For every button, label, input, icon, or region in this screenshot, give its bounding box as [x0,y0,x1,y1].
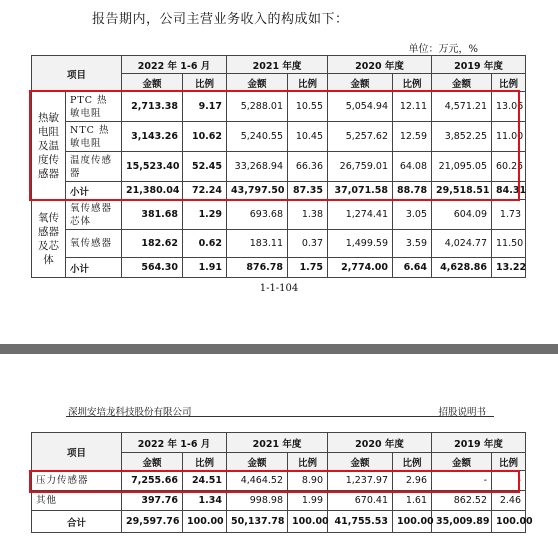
value-cell: 5,240.55 [227,122,288,152]
header-period: 2022 年 1-6 月 [122,433,227,453]
value-cell: 4,571.21 [432,92,492,122]
value-cell: 24.51 [183,471,227,491]
value-cell: 13.06 [492,92,526,122]
value-cell: 64.08 [393,152,432,182]
header-period: 2021 年度 [227,433,328,453]
header-ratio: 比例 [183,453,227,471]
company-name: 深圳安培龙科技股份有限公司 [68,407,192,418]
value-cell: 7,255.66 [122,471,183,491]
item-name: PTC 热敏电阻 [66,92,122,122]
value-cell: 5,288.01 [227,92,288,122]
value-cell: 183.11 [227,230,288,258]
value-cell: 100.00 [183,511,227,533]
header-ratio: 比例 [183,74,227,92]
unit-label: 单位：万元，% [408,44,478,55]
subtotal-row [32,258,526,278]
value-cell: 3.05 [393,200,432,230]
table-row [32,491,526,511]
header-period: 2020 年度 [328,433,432,453]
value-cell: 9.17 [183,92,227,122]
value-cell: 604.09 [432,200,492,230]
value-cell: 29,518.51 [432,182,492,200]
value-cell: 26,759.01 [328,152,393,182]
value-cell: 1,274.41 [328,200,393,230]
header-item: 项目 [32,56,122,92]
subtotal-label: 小计 [66,258,122,278]
value-cell: 1,499.59 [328,230,393,258]
value-cell: 182.62 [122,230,183,258]
value-cell: 60.25 [492,152,526,182]
highlight-box-thermistor [29,90,520,201]
page-separator [0,344,558,354]
header-period: 2019 年度 [432,56,526,74]
item-name: 氧传感器芯体 [66,200,122,230]
value-cell: 84.31 [492,182,526,200]
value-cell: 11.00 [492,122,526,152]
page-number: 1-1-104 [259,283,299,294]
value-cell: 381.68 [122,200,183,230]
header-amount: 金额 [432,74,492,92]
value-cell: 11.50 [492,230,526,258]
value-cell: - [492,471,526,491]
document-page-2 [0,354,558,543]
item-name: NTC 热敏电阻 [66,122,122,152]
value-cell: 10.62 [183,122,227,152]
value-cell: 1.91 [183,258,227,278]
value-cell: 12.59 [393,122,432,152]
header-amount: 金额 [227,74,288,92]
value-cell: 2,774.00 [328,258,393,278]
value-cell: 876.78 [227,258,288,278]
value-cell: 2.96 [393,471,432,491]
value-cell: 8.90 [288,471,328,491]
value-cell: - [432,471,492,491]
value-cell: 33,268.94 [227,152,288,182]
value-cell: 1.38 [288,200,328,230]
value-cell: 52.45 [183,152,227,182]
value-cell: 2,713.38 [122,92,183,122]
value-cell: 100.00 [393,511,432,533]
value-cell: 670.41 [328,491,393,511]
item-name: 压力传感器 [32,471,122,491]
item-name: 氧传感器 [66,230,122,258]
header-period: 2022 年 1-6 月 [122,56,227,74]
header-ratio: 比例 [492,74,526,92]
value-cell: 35,009.89 [432,511,492,533]
header-rule [66,416,494,417]
value-cell: 4,628.86 [432,258,492,278]
item-name: 温度传感器 [66,152,122,182]
value-cell: 1.29 [183,200,227,230]
category-cell: 热敏电阻及温度传感器 [32,92,66,200]
item-name: 其他 [32,491,122,511]
value-cell: 862.52 [432,491,492,511]
value-cell: 1.73 [492,200,526,230]
value-cell: 41,755.53 [328,511,393,533]
value-cell: 1.34 [183,491,227,511]
header-item: 项目 [32,433,122,471]
value-cell: 564.30 [122,258,183,278]
value-cell: 50,137.78 [227,511,288,533]
value-cell: 2.46 [492,491,526,511]
value-cell: 4,464.52 [227,471,288,491]
table-row [32,200,526,230]
value-cell: 4,024.77 [432,230,492,258]
value-cell: 0.62 [183,230,227,258]
total-row [32,511,526,533]
value-cell: 37,071.58 [328,182,393,200]
value-cell: 87.35 [288,182,328,200]
value-cell: 3,143.26 [122,122,183,152]
value-cell: 15,523.40 [122,152,183,182]
value-cell: 12.11 [393,92,432,122]
header-ratio: 比例 [393,74,432,92]
value-cell: 693.68 [227,200,288,230]
header-amount: 金额 [122,74,183,92]
header-amount: 金额 [328,74,393,92]
subtotal-label: 小计 [66,182,122,200]
header-ratio: 比例 [492,453,526,471]
value-cell: 72.24 [183,182,227,200]
value-cell: 1.99 [288,491,328,511]
value-cell: 100.00 [288,511,328,533]
header-ratio: 比例 [288,453,328,471]
value-cell: 88.78 [393,182,432,200]
value-cell: 10.45 [288,122,328,152]
value-cell: 0.37 [288,230,328,258]
total-label: 合计 [32,511,122,533]
value-cell: 21,380.04 [122,182,183,200]
highlight-box-pressure [29,470,520,493]
value-cell: 3.59 [393,230,432,258]
value-cell: 6.64 [393,258,432,278]
value-cell: 1.61 [393,491,432,511]
value-cell: 29,597.76 [122,511,183,533]
value-cell: 397.76 [122,491,183,511]
value-cell: 66.36 [288,152,328,182]
value-cell: 1.75 [288,258,328,278]
header-ratio: 比例 [393,453,432,471]
header-amount: 金额 [432,453,492,471]
header-period: 2019 年度 [432,433,526,453]
value-cell: 13.22 [492,258,526,278]
header-period: 2021 年度 [227,56,328,74]
value-cell: 5,257.62 [328,122,393,152]
table-row [32,230,526,258]
value-cell: 998.98 [227,491,288,511]
value-cell: 1,237.97 [328,471,393,491]
header-amount: 金额 [122,453,183,471]
intro-text: 报告期内，公司主营业务收入的构成如下： [92,12,349,27]
value-cell: 43,797.50 [227,182,288,200]
header-period: 2020 年度 [328,56,432,74]
header-amount: 金额 [227,453,288,471]
value-cell: 100.00 [492,511,526,533]
category-cell: 氧传感器及芯体 [32,200,66,278]
value-cell: 10.55 [288,92,328,122]
header-ratio: 比例 [288,74,328,92]
value-cell: 21,095.05 [432,152,492,182]
header-amount: 金额 [328,453,393,471]
value-cell: 3,852.25 [432,122,492,152]
document-type: 招股说明书 [438,407,486,418]
value-cell: 5,054.94 [328,92,393,122]
